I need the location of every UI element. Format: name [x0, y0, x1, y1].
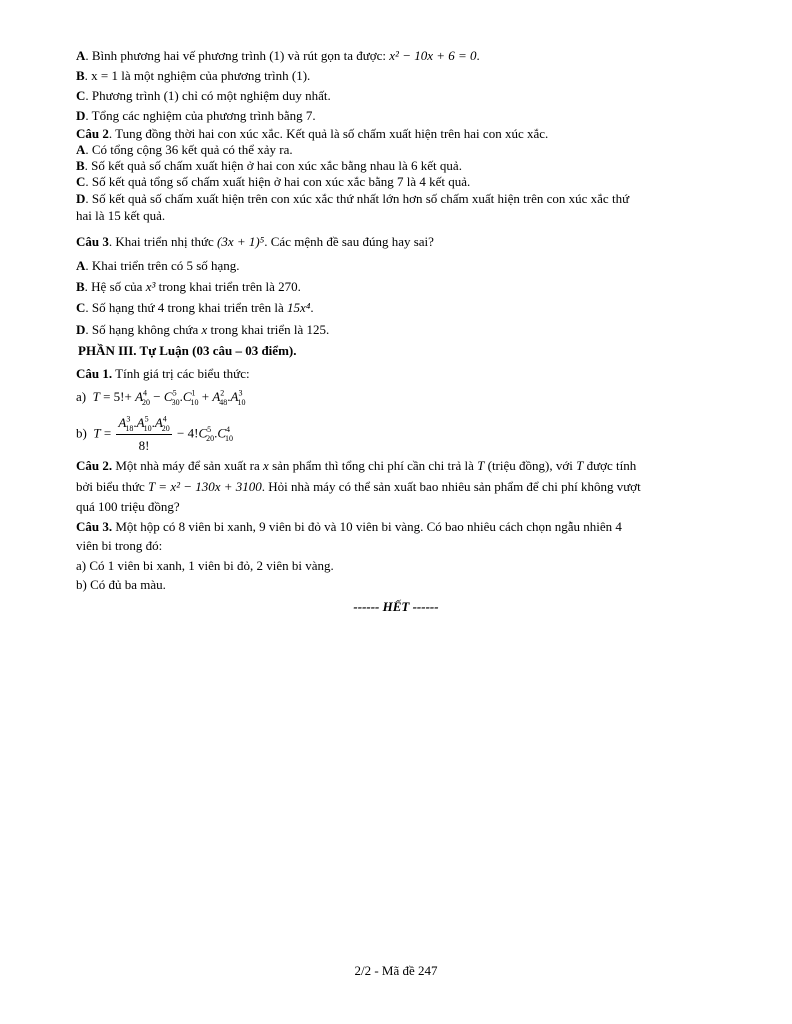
- term-expr: 15x⁴: [287, 300, 311, 315]
- option-text: . x = 1 là một nghiệm của phương trình (1).: [84, 68, 311, 83]
- q2-option-d: [76, 191, 629, 207]
- question-text: . Khai triển nhị thức: [108, 234, 218, 249]
- option-text: . Phương trình (1) chỉ có một nghiệm duy nhất.: [85, 88, 331, 103]
- question-text: bởi biểu thức: [76, 479, 149, 494]
- q2-option-c: [76, 174, 470, 190]
- essay-q3-line2: viên bi trong đó:: [76, 538, 163, 553]
- option-label: A: [76, 258, 86, 273]
- option-text: . Số hạng không chứa: [85, 322, 202, 337]
- item-label: b): [76, 425, 87, 441]
- end-mark: ------ HẾT ------: [353, 599, 439, 614]
- question-title: Câu 2: [76, 126, 109, 141]
- question-text: . Các mệnh đề sau đúng hay sai?: [264, 234, 434, 249]
- q2-option-b: [76, 158, 462, 174]
- q2-stem: [76, 126, 548, 142]
- essay-q3-line1: [76, 519, 622, 535]
- question-text: Một hộp có 8 viên bi xanh, 9 viên bi đỏ và 10 viên bi vàng. Có bao nhiêu cách chọn ngẫu nhiên 4: [112, 519, 622, 534]
- option-text: .: [310, 300, 314, 315]
- option-label: C: [76, 174, 86, 189]
- q1-option-b: [76, 68, 310, 84]
- variable: T: [477, 458, 485, 473]
- option-label: B: [76, 279, 85, 294]
- section-heading: PHẦN III. Tự Luận (03 câu – 03 điểm).: [78, 343, 297, 358]
- question-title: Câu 3: [76, 234, 109, 249]
- q1-option-a: A. Bình phương hai vế phương trình (1) và rút gọn ta được: x² − 10x + 6 = 0.: [76, 48, 480, 63]
- binomial-expr: (3x + 1)⁵: [217, 234, 265, 249]
- option-text: . Có tổng cộng 36 kết quả có thể xảy ra.: [85, 142, 293, 157]
- q2-option-a: [76, 142, 293, 158]
- question-text: (triệu đồng), với: [484, 458, 577, 473]
- term-expr: x³: [145, 279, 156, 294]
- variable: T: [576, 458, 584, 473]
- essay-q3-b: b) Có đủ ba màu.: [76, 577, 166, 592]
- q3-option-a: [76, 258, 240, 274]
- option-label: C: [76, 300, 86, 315]
- essay-q1-stem: [76, 366, 250, 382]
- option-text: trong khai triển là 125.: [207, 322, 330, 337]
- option-label: B: [76, 68, 85, 83]
- question-title: Câu 1.: [76, 366, 113, 381]
- option-text: . Số kết quả số chấm xuất hiện trên con xúc xắc thứ nhất lớn hơn số chấm xuất hiện trên con xúc xắc thứ: [85, 191, 630, 206]
- essay-q1-b-formula: b) T = $\frac{A^3_{18}.A^5_{10}.A^4_{20}}{8!}$ − $4!C^5_{20}.C^4_{10}$: [76, 413, 233, 456]
- question-text: được tính: [583, 458, 637, 473]
- cost-expr: T = x² − 130x + 3100: [148, 479, 262, 494]
- option-label: A: [76, 48, 86, 63]
- question-text: sản phẩm thì tổng chi phí cần chi trả là: [268, 458, 478, 473]
- question-text: Tính giá trị các biểu thức:: [112, 366, 250, 381]
- option-text: . Số kết quả số chấm xuất hiện ở hai con xúc xắc bằng nhau là 6 kết quả.: [84, 158, 462, 173]
- option-text: . Khai triển trên có 5 số hạng.: [85, 258, 240, 273]
- option-text: . Số kết quả tổng số chấm xuất hiện ở hai con xúc xắc bằng 7 là 4 kết quả.: [85, 174, 471, 189]
- question-title: Câu 2.: [76, 458, 113, 473]
- option-text: . Hệ số của: [84, 279, 146, 294]
- q3-option-b: [76, 279, 301, 295]
- q3-option-d: [76, 322, 329, 338]
- question-title: Câu 3.: [76, 519, 113, 534]
- option-text: . Bình phương hai vế phương trình (1) và rút gọn ta được:: [85, 48, 390, 63]
- q3-option-c: [76, 300, 314, 316]
- question-text: Một nhà máy để sản xuất ra: [112, 458, 264, 473]
- equation: x² − 10x + 6 = 0: [389, 48, 477, 63]
- variable: x: [263, 458, 269, 473]
- page-footer: 2/2 - Mã đề 247: [354, 963, 438, 978]
- essay-q3-a: a) Có 1 viên bi xanh, 1 viên bi đỏ, 2 viên bi vàng.: [76, 558, 334, 573]
- essay-q2-line3: quá 100 triệu đồng?: [76, 499, 180, 514]
- term-expr: x: [201, 322, 208, 337]
- fraction: $\frac{A^3_{18}.A^5_{10}.A^4_{20}}{8!}$: [118, 414, 170, 453]
- q3-stem: [76, 234, 434, 250]
- option-label: B: [76, 158, 85, 173]
- essay-q1-a-formula: a) $T = 5!+ A^4_{20} - C^5_{30}.C^1_{10} + A^2_{48}.A^3_{10}$: [76, 388, 246, 407]
- option-text: . Số hạng thứ 4 trong khai triển trên là: [85, 300, 288, 315]
- q2-option-d-cont: [76, 208, 165, 224]
- option-text: hai là 15 kết quả.: [76, 208, 166, 223]
- question-text: . Hỏi nhà máy có thể sản xuất bao nhiêu sản phẩm để chi phí không vượt: [261, 479, 641, 494]
- option-text: trong khai triển trên là 270.: [155, 279, 301, 294]
- option-label: D: [76, 191, 86, 206]
- q1-option-d: [76, 108, 316, 124]
- formula: T: [89, 389, 100, 404]
- q1-option-c: [76, 88, 331, 104]
- option-label: C: [76, 88, 86, 103]
- formula: T: [90, 425, 101, 441]
- option-label: D: [76, 108, 86, 123]
- option-text: . Tổng các nghiệm của phương trình bằng 7.: [85, 108, 316, 123]
- option-label: A: [76, 142, 86, 157]
- essay-q2-line1: [76, 458, 636, 474]
- question-text: . Tung đồng thời hai con xúc xắc. Kết quả là số chấm xuất hiện trên hai con xúc xắc.: [108, 126, 549, 141]
- option-label: D: [76, 322, 86, 337]
- item-label: a): [76, 389, 87, 404]
- essay-q2-line2: [76, 479, 641, 495]
